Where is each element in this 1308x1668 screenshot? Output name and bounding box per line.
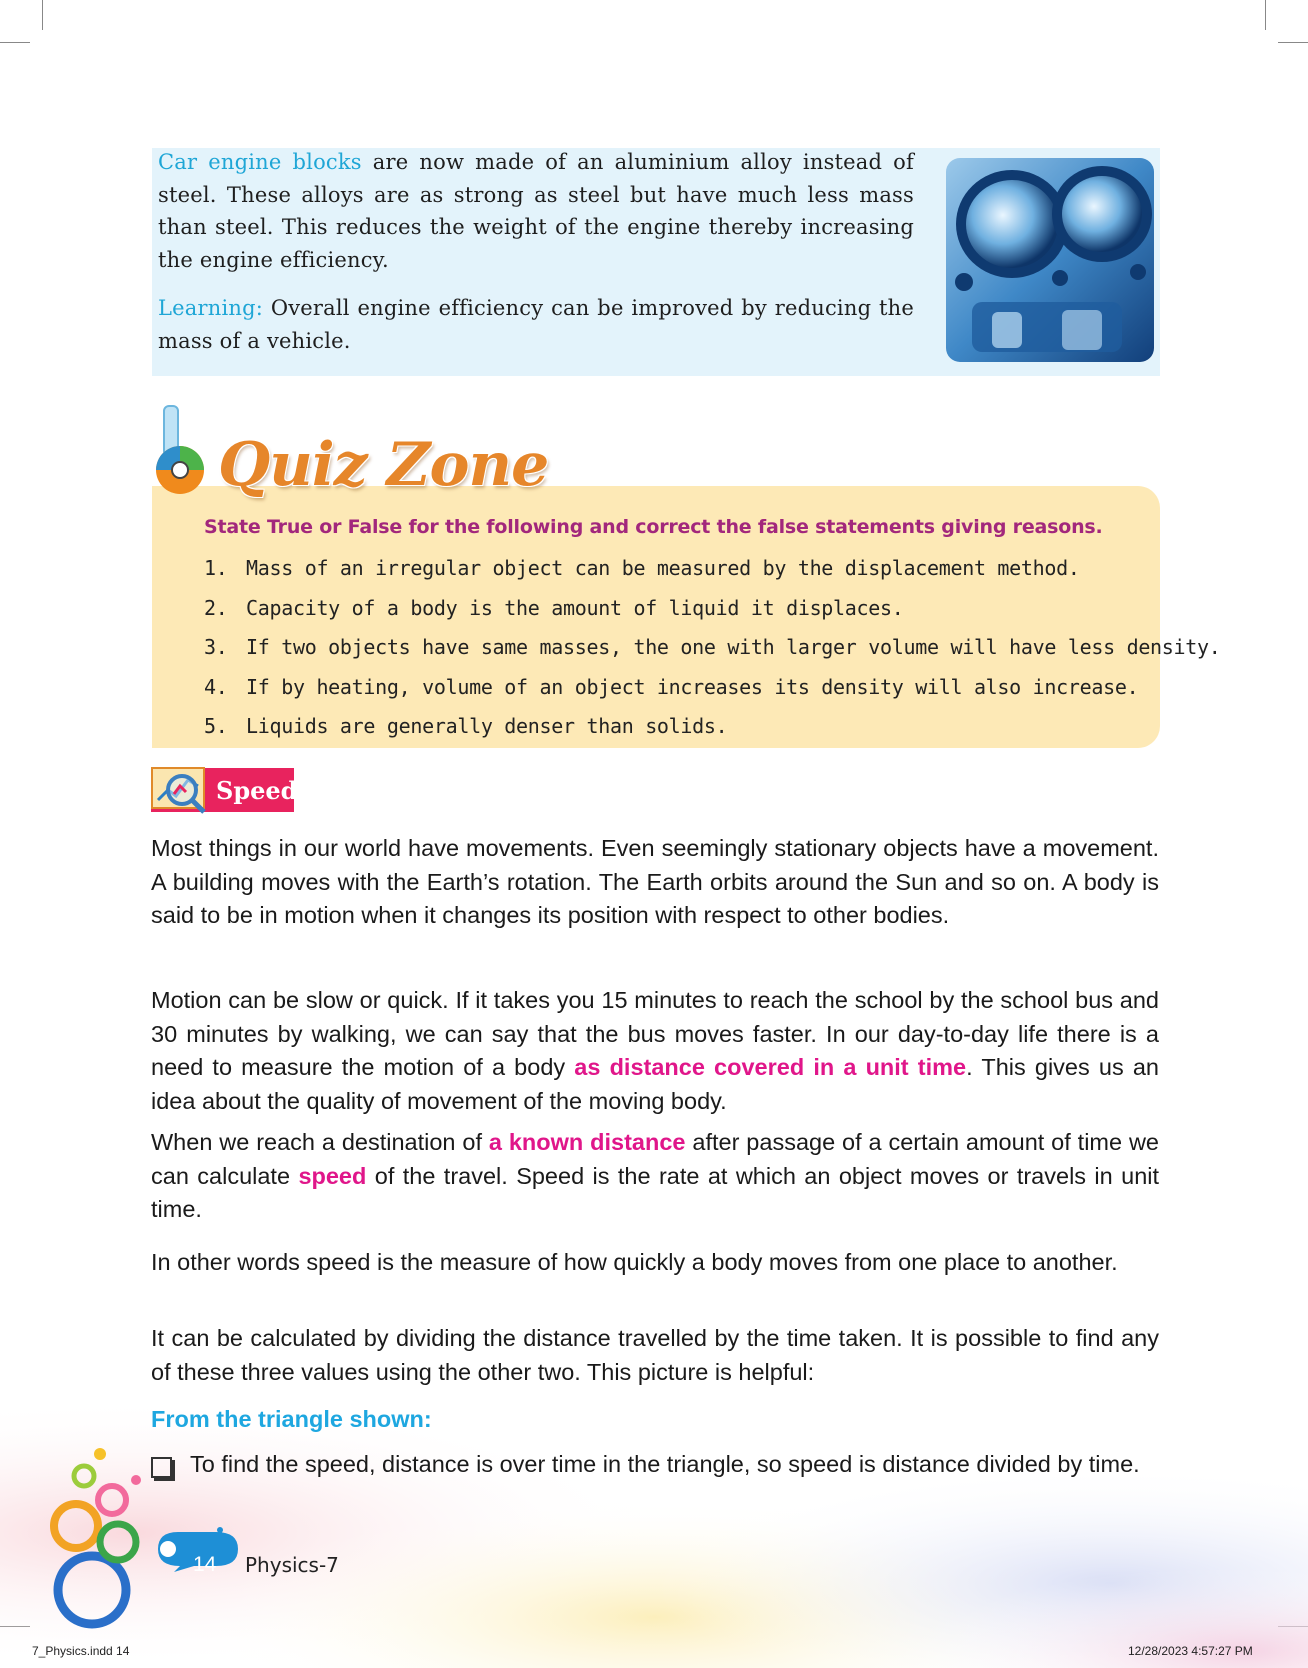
- paragraph-text: of the travel. Speed is the rate at which an object moves or travels in unit time.: [151, 1162, 1160, 1222]
- list-item: [204, 675, 1221, 715]
- quiz-list: [204, 556, 1221, 754]
- item-text: If by heating, volume of an object increases its density will also increase.: [246, 674, 1139, 699]
- paragraph-motion-speed: [151, 984, 1159, 1118]
- item-number: 1.: [204, 556, 228, 580]
- highlight-text: a known distance: [488, 1129, 686, 1155]
- info-highlight: Car engine blocks: [158, 150, 362, 174]
- crop-mark: [1265, 0, 1266, 30]
- test-tube-icon: [152, 404, 208, 496]
- book-name: Physics-7: [245, 1553, 339, 1577]
- item-number: 2.: [204, 595, 228, 620]
- paragraph-calculation: It can be calculated by dividing the distance travelled by the time taken. It is possible to find any of these three values using the other two. This picture is helpful:: [151, 1325, 1159, 1385]
- info-paragraph-1: [158, 146, 914, 276]
- info-paragraph-2: [158, 292, 914, 357]
- highlight-text: speed: [298, 1162, 367, 1189]
- info-paragraph-2-text: Overall engine efficiency can be improved by reducing the mass of a vehicle.: [158, 296, 914, 353]
- quiz-instruction: State True or False for the following and correct the false statements giving reasons.: [204, 516, 1103, 538]
- learning-label: Learning:: [158, 296, 264, 320]
- engine-block-image: [942, 152, 1158, 368]
- magnifier-chart-icon: [150, 764, 210, 816]
- list-item: [204, 596, 1221, 636]
- list-item: [204, 714, 1221, 754]
- paragraph-text: after passage of a certain amount of time we can calculate: [151, 1129, 1159, 1189]
- info-paragraph-1-text: are now made of an aluminium alloy instead of steel. These alloys are as strong as steel but have much less mass than steel. This reduces the weight of the engine thereby increasing the engine efficiency.: [158, 150, 915, 272]
- paragraph-text: Motion can be slow or quick. If it takes you 15 minutes to reach the school by the school bus and 30 minutes by walking, we can say that the bus moves faster. In our day-to-day life there is a need to measure the motion of a body: [151, 987, 1159, 1080]
- quiz-zone-title: Quiz Zone: [218, 430, 549, 500]
- bullet-item: [151, 1448, 1159, 1482]
- item-number: 3.: [204, 635, 228, 659]
- paragraph-text: When we reach a destination of: [151, 1129, 489, 1155]
- crop-mark: [0, 42, 30, 43]
- info-box-text: [158, 146, 914, 373]
- paragraph-motion-intro: Most things in our world have movements. Even seemingly stationary objects have a movement. A building moves with the Earth’s rotation. The Earth orbits around the Sun and so on. A body is said to be in motion when it changes its position with respect to other bodies.: [151, 835, 1159, 928]
- item-number: 4.: [204, 674, 228, 699]
- highlight-text: as distance covered in a unit time: [574, 1054, 967, 1080]
- triangle-subheading: From the triangle shown:: [151, 1406, 432, 1432]
- timestamp-slug: 12/28/2023 4:57:27 PM: [1128, 1644, 1253, 1658]
- list-item: [204, 556, 1221, 596]
- speed-heading: Speed: [216, 776, 298, 805]
- bullet-text: To find the speed, distance is over time in the triangle, so speed is distance divided by time.: [190, 1451, 1140, 1477]
- crop-mark: [1278, 42, 1308, 43]
- item-text: Capacity of a body is the amount of liquid it displaces.: [246, 595, 904, 620]
- crop-mark: [42, 0, 43, 30]
- item-text: Mass of an irregular object can be measured by the displacement method.: [246, 556, 1080, 580]
- paragraph-known-distance: [151, 1126, 1159, 1227]
- page-number: 14: [193, 1553, 217, 1576]
- paragraph-text: . This gives us an idea about the quality of movement of the moving body.: [151, 1054, 1159, 1114]
- item-text: If two objects have same masses, the one with larger volume will have less density.: [246, 635, 1221, 659]
- item-text: Liquids are generally denser than solids.: [246, 714, 728, 738]
- paragraph-other-words: In other words speed is the measure of how quickly a body moves from one place to another.: [151, 1249, 1118, 1275]
- file-slug: 7_Physics.indd 14: [32, 1644, 130, 1658]
- list-item: [204, 635, 1221, 675]
- item-number: 5.: [204, 714, 228, 738]
